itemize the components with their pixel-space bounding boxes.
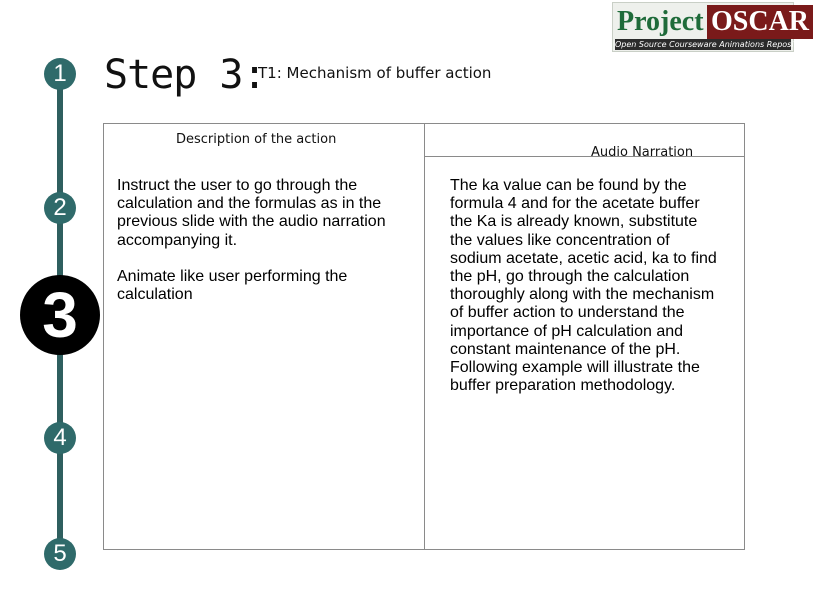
description-text-1: Instruct the user to go through the calculation and the formulas as in the previous slide with the audio narration accompanying it. — [117, 177, 386, 249]
step-2-indicator[interactable]: 2 — [44, 192, 76, 224]
table-header-divider — [425, 156, 745, 157]
logo-tagline: Open Source Courseware Animations Repository — [615, 40, 810, 49]
audio-narration-text: The ka value can be found by the formula 4 and for the acetate buffer the Ka is already known, substitute the values like concentration of sodium acetate, acetic acid, ka to find the pH, go through the calculation thoroughly along with the mechanism of buffer action to understand the importance of pH calculation and constant maintenance of the pH. Following example will illustrate the buffer preparation methodology. — [450, 177, 717, 395]
step-1-indicator[interactable]: 1 — [44, 58, 76, 90]
step-3-indicator-current[interactable]: 3 — [20, 275, 100, 355]
audio-narration-header: Audio Narration — [591, 145, 694, 160]
step-5-indicator[interactable]: 5 — [44, 538, 76, 570]
step-title: Step 3: — [104, 52, 266, 98]
project-oscar-logo — [612, 2, 810, 52]
topic-title: T1: Mechanism of buffer action — [258, 64, 492, 82]
description-header: Description of the action — [176, 132, 337, 147]
table-column-divider — [424, 123, 425, 550]
logo-word-project: Project — [617, 6, 704, 37]
description-text-2: Animate like user performing the calculation — [117, 268, 348, 304]
logo-word-oscar: OSCAR — [707, 5, 813, 39]
step-4-indicator[interactable]: 4 — [44, 422, 76, 454]
